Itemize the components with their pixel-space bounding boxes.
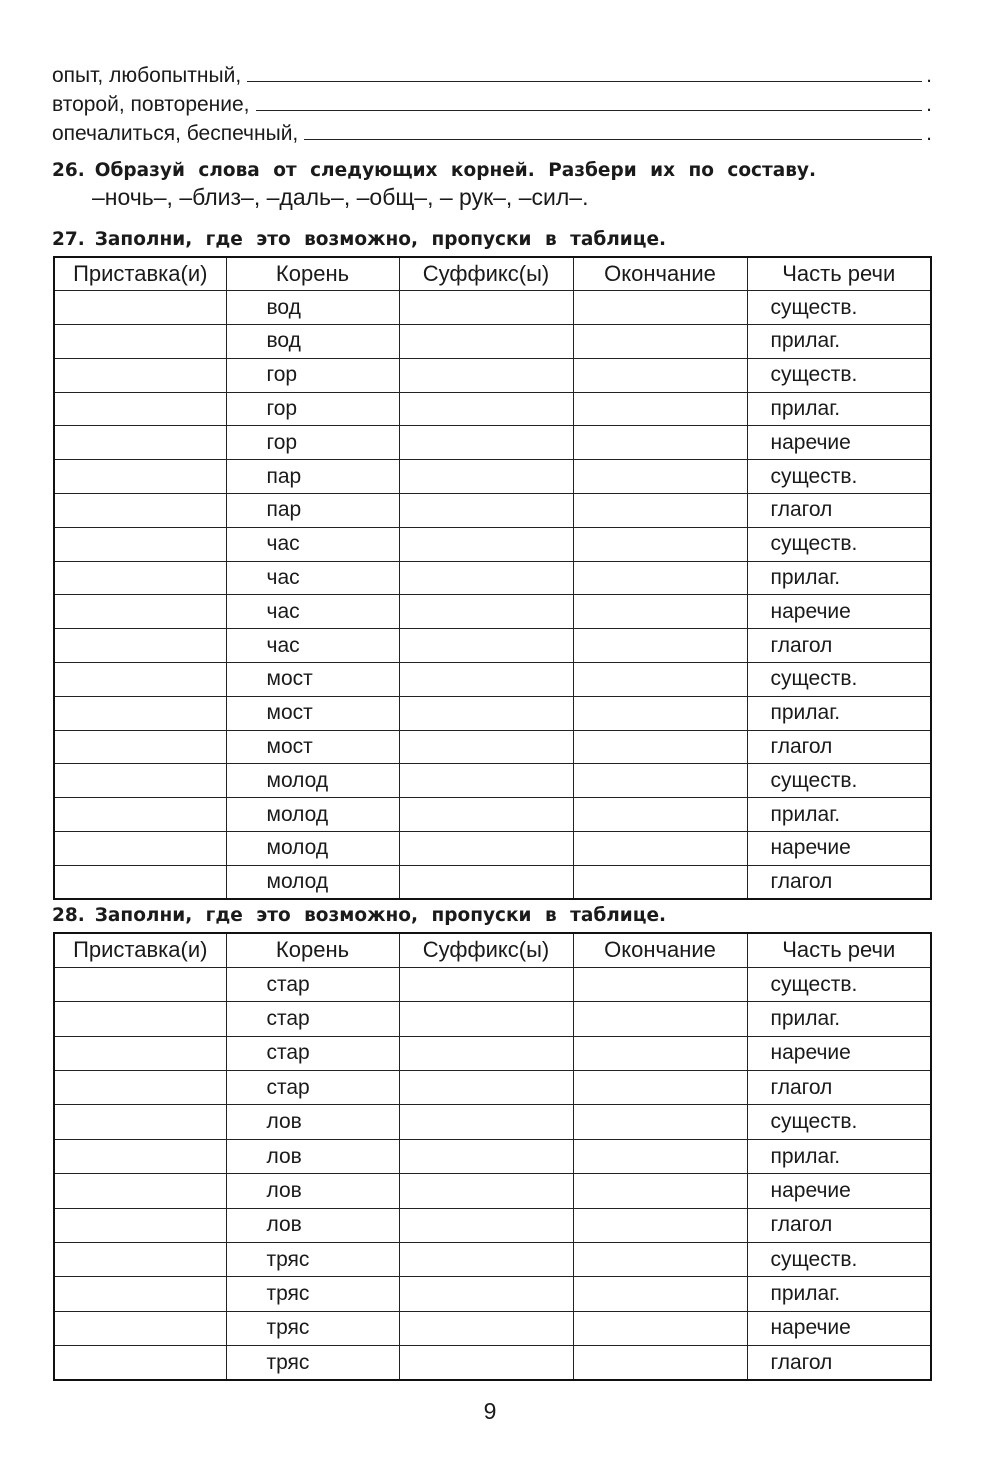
table-row	[54, 730, 931, 764]
table-row	[54, 663, 931, 697]
table-header-row	[54, 257, 931, 291]
task-28-title: 28. Заполни, где это возможно, пропуски в таблице.	[52, 905, 667, 926]
suffix-cell[interactable]	[399, 865, 573, 899]
part-of-speech-cell: существ.	[747, 1105, 931, 1139]
prefix-cell[interactable]	[54, 1002, 226, 1036]
root-cell: час	[226, 527, 399, 561]
ending-cell[interactable]	[573, 730, 747, 764]
root-cell: пар	[226, 494, 399, 528]
root-cell: вод	[226, 291, 399, 325]
table-row	[54, 325, 931, 359]
root-cell: молод	[226, 764, 399, 798]
ending-cell[interactable]	[573, 561, 747, 595]
part-of-speech-cell: наречие	[747, 1174, 931, 1208]
prefix-cell[interactable]	[54, 764, 226, 798]
table-row	[54, 832, 931, 866]
root-cell: час	[226, 595, 399, 629]
header-ending: Окончание	[573, 933, 747, 967]
table-row	[54, 865, 931, 899]
task-27-table	[53, 256, 932, 900]
part-of-speech-cell: существ.	[747, 967, 931, 1001]
root-cell: стар	[226, 967, 399, 1001]
suffix-cell[interactable]	[399, 392, 573, 426]
prefix-cell[interactable]	[54, 865, 226, 899]
word-line-1: опыт, любопытный, .	[52, 64, 932, 87]
part-of-speech-cell: существ.	[747, 291, 931, 325]
table-row	[54, 629, 931, 663]
part-of-speech-cell: наречие	[747, 595, 931, 629]
word-line-3: опечалиться, беспечный, .	[52, 122, 932, 145]
part-of-speech-cell: прилаг.	[747, 1139, 931, 1173]
answer-blank[interactable]	[304, 139, 922, 140]
root-cell: лов	[226, 1174, 399, 1208]
prefix-cell[interactable]	[54, 1346, 226, 1380]
prefix-cell[interactable]	[54, 494, 226, 528]
prefix-cell[interactable]	[54, 1208, 226, 1242]
prefix-cell[interactable]	[54, 392, 226, 426]
ending-cell[interactable]	[573, 460, 747, 494]
root-cell: мост	[226, 696, 399, 730]
root-cell: молод	[226, 865, 399, 899]
ending-cell[interactable]	[573, 832, 747, 866]
prefix-cell[interactable]	[54, 1243, 226, 1277]
suffix-cell[interactable]	[399, 798, 573, 832]
root-cell: молод	[226, 832, 399, 866]
prefix-cell[interactable]	[54, 1036, 226, 1070]
header-ending: Окончание	[573, 257, 747, 291]
part-of-speech-cell: наречие	[747, 1311, 931, 1345]
ending-cell[interactable]	[573, 1311, 747, 1345]
ending-cell[interactable]	[573, 494, 747, 528]
suffix-cell[interactable]	[399, 358, 573, 392]
ending-cell[interactable]	[573, 595, 747, 629]
prefix-cell[interactable]	[54, 798, 226, 832]
task-28-table	[53, 932, 932, 1381]
part-of-speech-cell: глагол	[747, 730, 931, 764]
prefix-cell[interactable]	[54, 460, 226, 494]
prefix-cell[interactable]	[54, 527, 226, 561]
part-of-speech-cell: прилаг.	[747, 1002, 931, 1036]
part-of-speech-cell: прилаг.	[747, 561, 931, 595]
part-of-speech-cell: прилаг.	[747, 798, 931, 832]
table-row	[54, 696, 931, 730]
ending-cell[interactable]	[573, 1105, 747, 1139]
part-of-speech-cell: существ.	[747, 663, 931, 697]
part-of-speech-cell: существ.	[747, 358, 931, 392]
table-row	[54, 1139, 931, 1173]
table-header-row	[54, 933, 931, 967]
header-prefix: Приставка(и)	[54, 933, 226, 967]
ending-cell[interactable]	[573, 967, 747, 1001]
root-cell: вод	[226, 325, 399, 359]
suffix-cell[interactable]	[399, 1036, 573, 1070]
ending-cell[interactable]	[573, 764, 747, 798]
root-cell: лов	[226, 1208, 399, 1242]
suffix-cell[interactable]	[399, 494, 573, 528]
table-row	[54, 1208, 931, 1242]
task-27-title: 27. Заполни, где это возможно, пропуски в таблице.	[52, 229, 667, 250]
ending-cell[interactable]	[573, 798, 747, 832]
suffix-cell[interactable]	[399, 832, 573, 866]
part-of-speech-cell: глагол	[747, 1071, 931, 1105]
part-of-speech-cell: прилаг.	[747, 392, 931, 426]
prefix-cell[interactable]	[54, 832, 226, 866]
part-of-speech-cell: существ.	[747, 1243, 931, 1277]
suffix-cell[interactable]	[399, 967, 573, 1001]
root-cell: гор	[226, 358, 399, 392]
table-row	[54, 1277, 931, 1311]
ending-cell[interactable]	[573, 865, 747, 899]
suffix-cell[interactable]	[399, 1208, 573, 1242]
part-of-speech-cell: прилаг.	[747, 696, 931, 730]
prefix-cell[interactable]	[54, 291, 226, 325]
table-row	[54, 798, 931, 832]
table-row	[54, 1071, 931, 1105]
prefix-cell[interactable]	[54, 696, 226, 730]
prefix-cell[interactable]	[54, 561, 226, 595]
root-cell: мост	[226, 730, 399, 764]
suffix-cell[interactable]	[399, 1002, 573, 1036]
table-row	[54, 764, 931, 798]
part-of-speech-cell: глагол	[747, 1208, 931, 1242]
ending-cell[interactable]	[573, 1174, 747, 1208]
root-cell: молод	[226, 798, 399, 832]
prefix-cell[interactable]	[54, 1139, 226, 1173]
suffix-cell[interactable]	[399, 1277, 573, 1311]
header-part-of-speech: Часть речи	[747, 933, 931, 967]
prefix-cell[interactable]	[54, 595, 226, 629]
answer-blank[interactable]	[247, 81, 922, 82]
part-of-speech-cell: глагол	[747, 1346, 931, 1380]
ending-cell[interactable]	[573, 358, 747, 392]
ending-cell[interactable]	[573, 1346, 747, 1380]
root-cell: мост	[226, 663, 399, 697]
header-suffix: Суффикс(ы)	[399, 933, 573, 967]
ending-cell[interactable]	[573, 629, 747, 663]
table-row	[54, 1036, 931, 1070]
table-row	[54, 1346, 931, 1380]
table-row	[54, 967, 931, 1001]
root-cell: пар	[226, 460, 399, 494]
table-row	[54, 1105, 931, 1139]
suffix-cell[interactable]	[399, 696, 573, 730]
table-row	[54, 1311, 931, 1345]
page-number: 9	[483, 1398, 497, 1424]
suffix-cell[interactable]	[399, 663, 573, 697]
part-of-speech-cell: наречие	[747, 832, 931, 866]
table-row	[54, 1243, 931, 1277]
word-line-2: второй, повторение, .	[52, 93, 932, 116]
suffix-cell[interactable]	[399, 1174, 573, 1208]
ending-cell[interactable]	[573, 1277, 747, 1311]
ending-cell[interactable]	[573, 1071, 747, 1105]
prefix-cell[interactable]	[54, 629, 226, 663]
prefix-cell[interactable]	[54, 1277, 226, 1311]
suffix-cell[interactable]	[399, 527, 573, 561]
table-row	[54, 291, 931, 325]
part-of-speech-cell: глагол	[747, 629, 931, 663]
table-row	[54, 460, 931, 494]
table-row	[54, 595, 931, 629]
suffix-cell[interactable]	[399, 561, 573, 595]
suffix-cell[interactable]	[399, 1243, 573, 1277]
table-row	[54, 1174, 931, 1208]
table-row	[54, 561, 931, 595]
root-cell: тряс	[226, 1311, 399, 1345]
root-cell: гор	[226, 392, 399, 426]
suffix-cell[interactable]	[399, 764, 573, 798]
suffix-cell[interactable]	[399, 291, 573, 325]
table-row	[54, 494, 931, 528]
root-cell: час	[226, 629, 399, 663]
table-row	[54, 426, 931, 460]
root-cell: лов	[226, 1105, 399, 1139]
header-part-of-speech: Часть речи	[747, 257, 931, 291]
part-of-speech-cell: существ.	[747, 764, 931, 798]
ending-cell[interactable]	[573, 1208, 747, 1242]
prefix-cell[interactable]	[54, 730, 226, 764]
root-cell: лов	[226, 1139, 399, 1173]
root-cell: тряс	[226, 1277, 399, 1311]
ending-cell[interactable]	[573, 1139, 747, 1173]
suffix-cell[interactable]	[399, 629, 573, 663]
ending-cell[interactable]	[573, 325, 747, 359]
suffix-cell[interactable]	[399, 426, 573, 460]
prefix-cell[interactable]	[54, 1311, 226, 1345]
suffix-cell[interactable]	[399, 325, 573, 359]
header-suffix: Суффикс(ы)	[399, 257, 573, 291]
root-cell: стар	[226, 1036, 399, 1070]
root-cell: стар	[226, 1071, 399, 1105]
suffix-cell[interactable]	[399, 460, 573, 494]
prefix-cell[interactable]	[54, 1071, 226, 1105]
root-cell: час	[226, 561, 399, 595]
suffix-cell[interactable]	[399, 1346, 573, 1380]
part-of-speech-cell: прилаг.	[747, 1277, 931, 1311]
ending-cell[interactable]	[573, 663, 747, 697]
ending-cell[interactable]	[573, 426, 747, 460]
ending-cell[interactable]	[573, 291, 747, 325]
suffix-cell[interactable]	[399, 1311, 573, 1345]
prefix-cell[interactable]	[54, 663, 226, 697]
root-cell: гор	[226, 426, 399, 460]
table-row	[54, 527, 931, 561]
suffix-cell[interactable]	[399, 1139, 573, 1173]
table-row	[54, 358, 931, 392]
header-root: Корень	[226, 257, 399, 291]
suffix-cell[interactable]	[399, 595, 573, 629]
header-root: Корень	[226, 933, 399, 967]
part-of-speech-cell: наречие	[747, 426, 931, 460]
prefix-cell[interactable]	[54, 358, 226, 392]
answer-blank[interactable]	[256, 110, 923, 111]
task-26-roots: –ночь–, –близ–, –даль–, –общ–, – рук–, –сил–.	[92, 184, 589, 210]
root-cell: тряс	[226, 1346, 399, 1380]
part-of-speech-cell: существ.	[747, 460, 931, 494]
ending-cell[interactable]	[573, 1036, 747, 1070]
table-row	[54, 392, 931, 426]
part-of-speech-cell: существ.	[747, 527, 931, 561]
ending-cell[interactable]	[573, 696, 747, 730]
suffix-cell[interactable]	[399, 1071, 573, 1105]
prefix-cell[interactable]	[54, 1174, 226, 1208]
part-of-speech-cell: прилаг.	[747, 325, 931, 359]
task-26-title: 26. Образуй слова от следующих корней. Разбери их по составу.	[52, 160, 817, 181]
header-prefix: Приставка(и)	[54, 257, 226, 291]
ending-cell[interactable]	[573, 1002, 747, 1036]
table-row	[54, 1002, 931, 1036]
prefix-cell[interactable]	[54, 967, 226, 1001]
part-of-speech-cell: наречие	[747, 1036, 931, 1070]
ending-cell[interactable]	[573, 392, 747, 426]
suffix-cell[interactable]	[399, 730, 573, 764]
part-of-speech-cell: глагол	[747, 494, 931, 528]
prefix-cell[interactable]	[54, 426, 226, 460]
root-cell: стар	[226, 1002, 399, 1036]
word-line-label: опечалиться, беспечный,	[52, 122, 299, 145]
word-line-label: второй, повторение,	[52, 93, 250, 116]
part-of-speech-cell: глагол	[747, 865, 931, 899]
word-line-label: опыт, любопытный,	[52, 64, 242, 87]
root-cell: тряс	[226, 1243, 399, 1277]
ending-cell[interactable]	[573, 527, 747, 561]
prefix-cell[interactable]	[54, 1105, 226, 1139]
ending-cell[interactable]	[573, 1243, 747, 1277]
prefix-cell[interactable]	[54, 325, 226, 359]
suffix-cell[interactable]	[399, 1105, 573, 1139]
